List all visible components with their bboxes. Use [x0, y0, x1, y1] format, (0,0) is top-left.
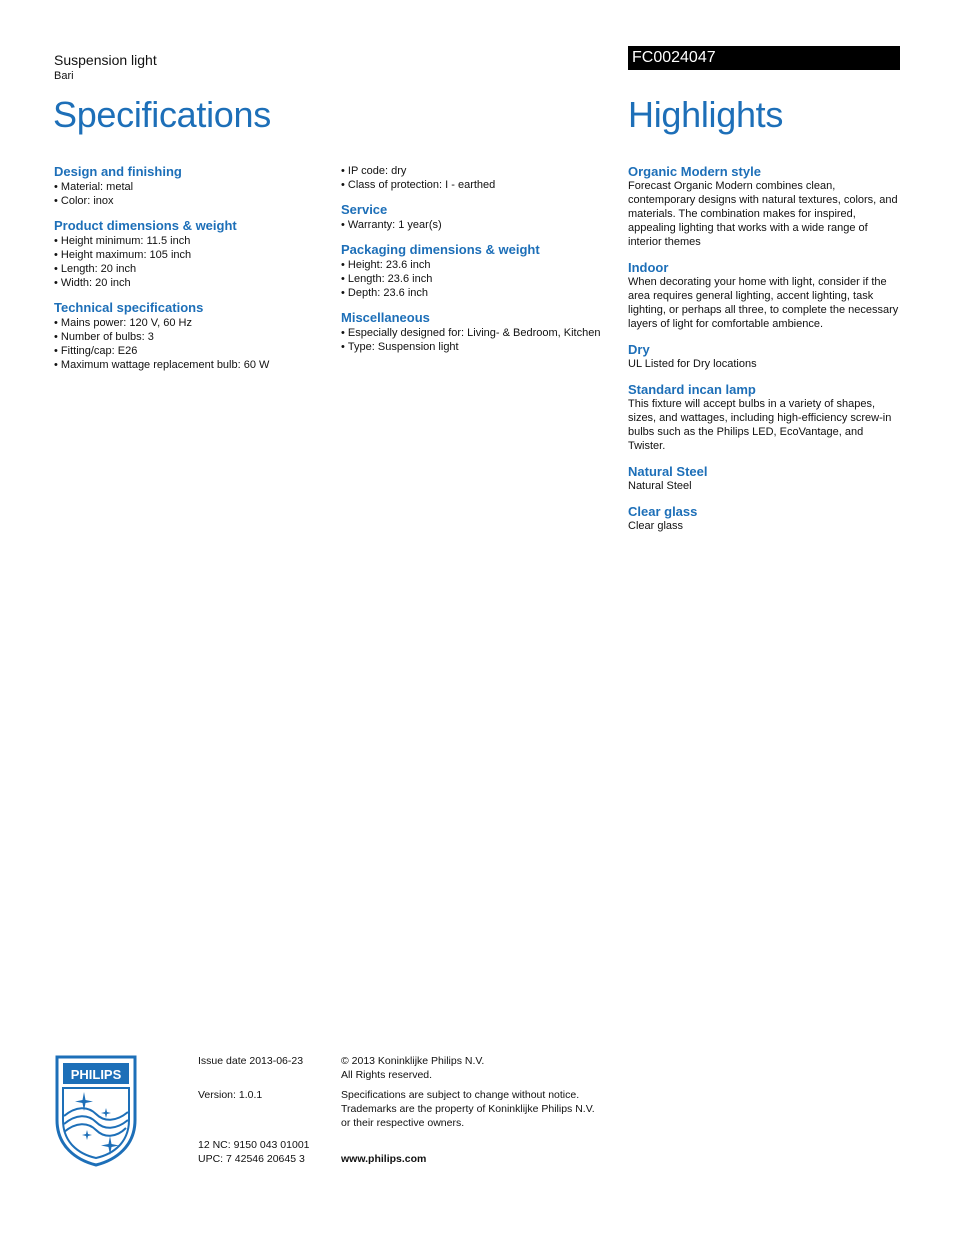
website-link[interactable]: www.philips.com [341, 1153, 427, 1165]
section-heading-miscellaneous: Miscellaneous [341, 310, 430, 325]
highlight-block [628, 343, 900, 371]
list-item: • IP code: dry [341, 164, 611, 178]
issue-date: Issue date 2013-06-23 [198, 1055, 304, 1067]
list-item: • Class of protection: I - earthed [341, 178, 611, 192]
product-type: Suspension light [54, 52, 157, 68]
highlights-column [628, 165, 900, 545]
highlight-text: Forecast Organic Modern combines clean, contemporary designs with natural textures, colors, and materials. The combination makes for inspired, appealing lighting that works with a wide range of interior themes [628, 180, 898, 248]
section-heading-dimensions: Product dimensions & weight [54, 218, 237, 233]
list-item: • Length: 23.6 inch [341, 272, 611, 286]
disclaimer-line: Trademarks are the property of Koninklijke Philips N.V. [341, 1103, 595, 1115]
list-item: • Length: 20 inch [54, 262, 324, 276]
list-item: • Material: metal [54, 180, 324, 194]
list-item: • Maximum wattage replacement bulb: 60 W [54, 358, 324, 372]
list-item: • Mains power: 120 V, 60 Hz [54, 316, 324, 330]
highlight-block [628, 505, 900, 533]
highlight-heading: Standard incan lamp [628, 382, 756, 397]
list-item: • Especially designed for: Living- & Bedroom, Kitchen [341, 326, 611, 340]
list-item: • Warranty: 1 year(s) [341, 218, 611, 232]
product-code: FC0024047 [632, 49, 716, 66]
list-item: • Type: Suspension light [341, 340, 611, 354]
highlight-heading: Organic Modern style [628, 164, 761, 179]
highlight-block [628, 261, 900, 331]
list-item: • Number of bulbs: 3 [54, 330, 324, 344]
disclaimer-line: or their respective owners. [341, 1117, 465, 1129]
highlight-text: Natural Steel [628, 480, 692, 492]
philips-shield-icon [54, 1054, 138, 1168]
disclaimer [341, 1088, 621, 1130]
philips-shield-logo [54, 1054, 138, 1168]
highlight-heading: Indoor [628, 260, 669, 275]
product-codes [198, 1138, 310, 1166]
list-item: • Height maximum: 105 inch [54, 248, 324, 262]
product-name: Bari [54, 70, 74, 82]
copyright [341, 1054, 621, 1082]
copyright-line: All Rights reserved. [341, 1069, 433, 1081]
highlight-block [628, 165, 900, 249]
highlight-heading: Dry [628, 342, 650, 357]
upc-code: UPC: 7 42546 20645 3 [198, 1153, 305, 1165]
logo-wordmark: PHILIPS [70, 1067, 122, 1082]
highlight-block [628, 383, 900, 453]
spec-column-2 [341, 164, 611, 354]
list-item: • Color: inox [54, 194, 324, 208]
section-heading-service: Service [341, 202, 388, 217]
version: Version: 1.0.1 [198, 1089, 263, 1101]
highlight-heading: Natural Steel [628, 464, 708, 479]
section-heading-technical: Technical specifications [54, 300, 204, 315]
highlight-text: UL Listed for Dry locations [628, 358, 757, 370]
product-code-bar [628, 46, 900, 70]
list-item: • Height minimum: 11.5 inch [54, 234, 324, 248]
spec-column-1 [54, 164, 324, 372]
specifications-title: Specifications [53, 94, 271, 135]
highlight-text: When decorating your home with light, consider if the area requires general lighting, accent lighting, task lighting, or perhaps all three, to complete the necessary layers of light for comfortable ambience. [628, 276, 899, 330]
nc-code: 12 NC: 9150 043 01001 [198, 1139, 310, 1151]
section-heading-design: Design and finishing [54, 164, 182, 179]
list-item: • Width: 20 inch [54, 276, 324, 290]
highlight-text: Clear glass [628, 520, 684, 532]
highlights-title: Highlights [628, 94, 784, 135]
highlight-text: This fixture will accept bulbs in a variety of shapes, sizes, and wattages, including high-efficiency screw-in bulbs such as the Philips LED, EcoVantage, and Twister. [628, 398, 892, 452]
highlight-heading: Clear glass [628, 504, 698, 519]
list-item: • Fitting/cap: E26 [54, 344, 324, 358]
copyright-line: © 2013 Koninklijke Philips N.V. [341, 1055, 485, 1067]
disclaimer-line: Specifications are subject to change without notice. [341, 1089, 580, 1101]
list-item: • Depth: 23.6 inch [341, 286, 611, 300]
highlight-block [628, 465, 900, 493]
section-heading-packaging: Packaging dimensions & weight [341, 242, 540, 257]
list-item: • Height: 23.6 inch [341, 258, 611, 272]
